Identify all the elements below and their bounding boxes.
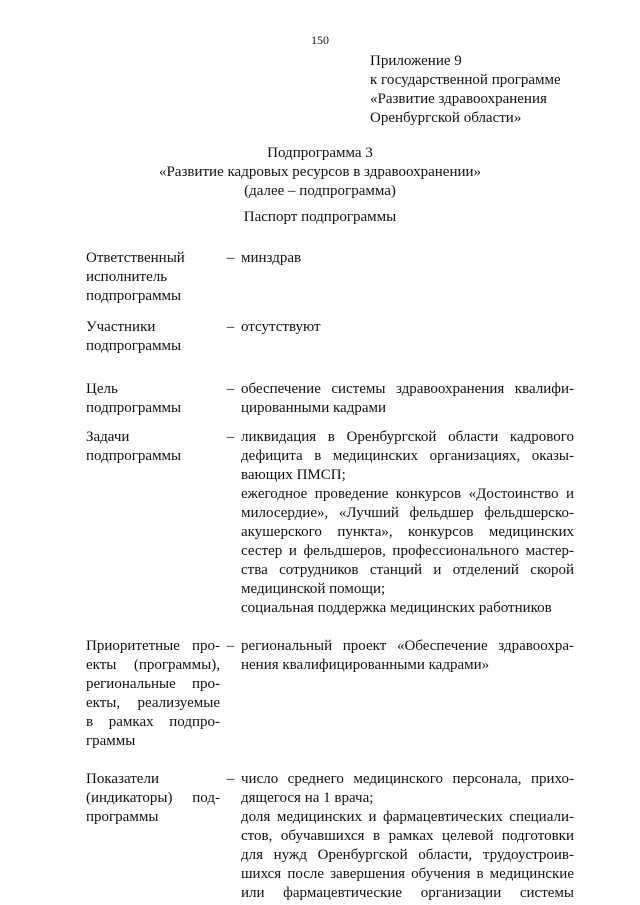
row-value [241, 770, 574, 903]
row-label-line: региональные про- [86, 676, 220, 692]
row-label-line: подпрограммы [86, 448, 182, 464]
row-value [241, 428, 574, 618]
passport-row [86, 318, 574, 356]
row-value-line: ежегодное проведение конкурсов «Достоинство и [241, 486, 574, 502]
row-value-line: медицинской помощи; [241, 581, 386, 597]
appendix-line: Оренбургской области» [370, 110, 522, 126]
row-value-line: вающих ПМСП; [241, 467, 346, 483]
row-label-line: екты, реализуемые [86, 695, 220, 711]
page-number: 150 [311, 33, 329, 47]
row-value-line: дящегося на 1 врача; [241, 790, 374, 806]
row-label-line: программы [86, 809, 159, 825]
row-value-line: социальная поддержка медицинских работников [241, 600, 552, 616]
row-value-line: для нужд Оренбургской области, трудоустроив- [241, 847, 574, 863]
row-label-line: подпрограммы [86, 400, 182, 416]
row-label-line: (индикаторы) под- [86, 790, 220, 806]
passport-table [86, 249, 574, 903]
row-dash: – [226, 250, 235, 266]
appendix-reference [370, 52, 620, 128]
row-value-line: отсутствуют [241, 319, 321, 335]
row-label [86, 249, 220, 306]
row-label-line: граммы [86, 733, 136, 749]
row-value-line: милосердие», «Лучший фельдшер фельдшерско- [241, 505, 574, 521]
appendix-line: Приложение 9 [370, 53, 462, 69]
passport-row [86, 249, 574, 306]
title-line: Подпрограмма 3 [267, 145, 373, 161]
row-value-line: стов, обучавшихся в рамках целевой подготовки [241, 828, 574, 844]
row-label-line: Показатели [86, 771, 159, 787]
row-value [241, 318, 574, 337]
row-value-line: региональный проект «Обеспечение здравоохра- [241, 638, 574, 654]
row-value-line: ства сотрудников станций и отделений скорой [241, 562, 574, 578]
passport-row [86, 428, 574, 618]
row-value-line: доля медицинских и фармацевтических специали- [241, 809, 574, 825]
row-label [86, 637, 220, 751]
row-value-line: нения квалифицированными кадрами» [241, 657, 490, 673]
row-value-line: акушерского пункта», конкурсов медицинских [241, 524, 574, 540]
row-label-line: исполнитель [86, 269, 168, 285]
row-label-line: Цель [86, 381, 118, 397]
title-line: (далее – подпрограмма) [244, 183, 396, 199]
title-line: «Развитие кадровых ресурсов в здравоохранении» [158, 164, 482, 180]
row-label-line: подпрограммы [86, 338, 182, 354]
row-value-line: шихся после завершения обучения в медицинские [241, 866, 574, 882]
row-dash: – [226, 638, 235, 654]
row-label [86, 380, 220, 418]
row-label [86, 770, 220, 827]
row-label-line: екты (программы), [86, 657, 220, 673]
row-label [86, 318, 220, 356]
passport-row [86, 637, 574, 751]
appendix-line: к государственной программе [370, 72, 561, 88]
row-value [241, 637, 574, 675]
row-label-line: Задачи [86, 429, 130, 445]
row-value [241, 380, 574, 418]
row-value-line: сестер и фельдшеров, профессионального мастер- [241, 543, 574, 559]
row-dash: – [226, 429, 235, 445]
row-value-line: минздрав [241, 250, 302, 266]
row-value-line: дефицита в медицинских организациях, оказы- [241, 448, 574, 464]
row-value-line: обеспечение системы здравоохранения квалифи- [241, 381, 574, 397]
row-label-line: Участники [86, 319, 156, 335]
row-dash: – [226, 771, 235, 787]
row-value-line: или фармацевтические организации системы [241, 885, 574, 901]
subprogram-title [0, 144, 640, 201]
row-value [241, 249, 574, 268]
row-value-line: цированными кадрами [241, 400, 387, 416]
row-dash: – [226, 381, 235, 397]
passport-row [86, 770, 574, 903]
row-label-line: Приоритетные про- [86, 638, 220, 654]
row-label [86, 428, 220, 466]
row-label-line: подпрограммы [86, 288, 182, 304]
passport-heading: Паспорт подпрограммы [243, 209, 397, 225]
appendix-line: «Развитие здравоохранения [370, 91, 547, 107]
row-label-line: в рамках подпро- [86, 714, 220, 730]
row-dash: – [226, 319, 235, 335]
row-label-line: Ответственный [86, 250, 185, 266]
row-value-line: число среднего медицинского персонала, прихо- [241, 771, 574, 787]
passport-row [86, 380, 574, 418]
row-value-line: ликвидация в Оренбургской области кадрового [241, 429, 574, 445]
